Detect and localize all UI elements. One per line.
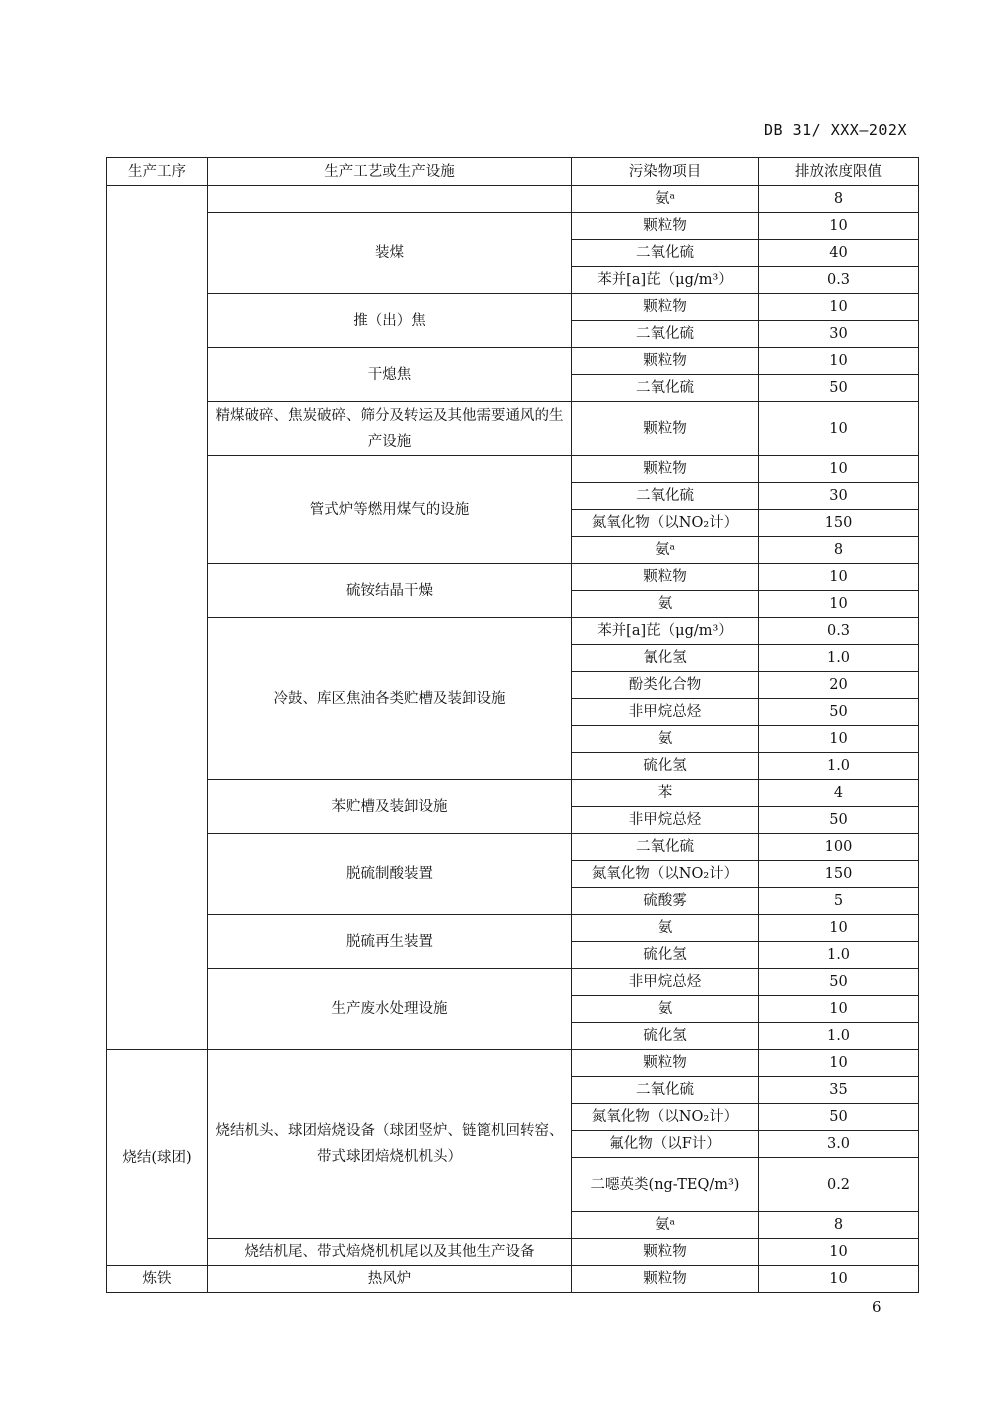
pollutant-cell: 二氧化硫 <box>572 240 759 267</box>
limit-cell: 20 <box>759 672 919 699</box>
document-code: DB 31/ XXX—202X <box>764 121 907 139</box>
limit-cell: 10 <box>759 213 919 240</box>
limit-cell: 10 <box>759 996 919 1023</box>
limit-cell: 0.3 <box>759 267 919 294</box>
table-row <box>107 834 919 861</box>
limit-cell: 50 <box>759 1104 919 1131</box>
process-cell <box>107 186 208 1050</box>
table-row <box>107 402 919 456</box>
limit-cell: 50 <box>759 375 919 402</box>
pollutant-cell: 二噁英类(ng-TEQ/m³) <box>572 1158 759 1212</box>
table-row <box>107 1050 919 1077</box>
limit-cell: 100 <box>759 834 919 861</box>
pollutant-cell: 颗粒物 <box>572 1239 759 1266</box>
column-header-process: 生产工序 <box>107 158 208 186</box>
limit-cell: 10 <box>759 726 919 753</box>
limit-cell: 10 <box>759 294 919 321</box>
facility-cell: 干熄焦 <box>208 348 572 402</box>
facility-cell: 脱硫再生装置 <box>208 915 572 969</box>
pollutant-cell: 酚类化合物 <box>572 672 759 699</box>
limit-cell: 8 <box>759 186 919 213</box>
limit-cell: 35 <box>759 1077 919 1104</box>
limit-cell: 10 <box>759 591 919 618</box>
pollutant-cell: 二氧化硫 <box>572 834 759 861</box>
limit-cell: 1.0 <box>759 753 919 780</box>
facility-cell: 苯贮槽及装卸设施 <box>208 780 572 834</box>
table-row <box>107 456 919 483</box>
table-row <box>107 915 919 942</box>
limit-cell: 10 <box>759 1266 919 1293</box>
limit-cell: 5 <box>759 888 919 915</box>
limit-cell: 8 <box>759 537 919 564</box>
limit-cell: 30 <box>759 321 919 348</box>
pollutant-cell: 氨 <box>572 726 759 753</box>
limit-cell: 0.2 <box>759 1158 919 1212</box>
pollutant-cell: 氰化氢 <box>572 645 759 672</box>
facility-cell: 管式炉等燃用煤气的设施 <box>208 456 572 564</box>
pollutant-cell: 氟化物（以F计） <box>572 1131 759 1158</box>
limit-cell: 40 <box>759 240 919 267</box>
pollutant-cell: 颗粒物 <box>572 1050 759 1077</box>
limit-cell: 3.0 <box>759 1131 919 1158</box>
limit-cell: 150 <box>759 861 919 888</box>
pollutant-cell: 氮氧化物（以NO₂计） <box>572 510 759 537</box>
limit-cell: 1.0 <box>759 942 919 969</box>
pollutant-cell: 硫酸雾 <box>572 888 759 915</box>
pollutant-cell: 非甲烷总烃 <box>572 699 759 726</box>
pollutant-cell: 颗粒物 <box>572 402 759 456</box>
limit-cell: 4 <box>759 780 919 807</box>
table-row <box>107 213 919 240</box>
limit-cell: 10 <box>759 348 919 375</box>
limit-cell: 1.0 <box>759 1023 919 1050</box>
pollutant-cell: 硫化氢 <box>572 1023 759 1050</box>
pollutant-cell: 氨ᵃ <box>572 186 759 213</box>
pollutant-cell: 苯 <box>572 780 759 807</box>
pollutant-cell: 氨ᵃ <box>572 1212 759 1239</box>
table-row <box>107 348 919 375</box>
facility-cell: 生产废水处理设施 <box>208 969 572 1050</box>
limit-cell: 1.0 <box>759 645 919 672</box>
table-row <box>107 294 919 321</box>
table-row <box>107 186 919 213</box>
facility-cell: 硫铵结晶干燥 <box>208 564 572 618</box>
limit-cell: 10 <box>759 456 919 483</box>
column-header-pollutant: 污染物项目 <box>572 158 759 186</box>
facility-cell: 精煤破碎、焦炭破碎、筛分及转运及其他需要通风的生产设施 <box>208 402 572 456</box>
column-header-facility: 生产工艺或生产设施 <box>208 158 572 186</box>
pollutant-cell: 氨 <box>572 915 759 942</box>
pollutant-cell: 二氧化硫 <box>572 483 759 510</box>
limit-cell: 50 <box>759 699 919 726</box>
limit-cell: 50 <box>759 969 919 996</box>
column-header-limit: 排放浓度限值 <box>759 158 919 186</box>
table-row <box>107 969 919 996</box>
pollutant-cell: 二氧化硫 <box>572 321 759 348</box>
limit-cell: 30 <box>759 483 919 510</box>
facility-cell: 脱硫制酸装置 <box>208 834 572 915</box>
pollutant-cell: 颗粒物 <box>572 456 759 483</box>
table-row <box>107 618 919 645</box>
pollutant-cell: 氨 <box>572 591 759 618</box>
facility-cell: 冷鼓、库区焦油各类贮槽及装卸设施 <box>208 618 572 780</box>
limit-cell: 10 <box>759 1050 919 1077</box>
pollutant-cell: 二氧化硫 <box>572 375 759 402</box>
facility-cell: 烧结机头、球团焙烧设备（球团竖炉、链篦机回转窑、带式球团焙烧机机头） <box>208 1050 572 1239</box>
limit-cell: 10 <box>759 564 919 591</box>
pollutant-cell: 二氧化硫 <box>572 1077 759 1104</box>
table-row <box>107 564 919 591</box>
pollutant-cell: 颗粒物 <box>572 564 759 591</box>
pollutant-cell: 氮氧化物（以NO₂计） <box>572 1104 759 1131</box>
table-row <box>107 1266 919 1293</box>
table-header-row <box>107 158 919 186</box>
pollutant-cell: 颗粒物 <box>572 348 759 375</box>
pollutant-cell: 非甲烷总烃 <box>572 969 759 996</box>
limit-cell: 0.3 <box>759 618 919 645</box>
limit-cell: 10 <box>759 402 919 456</box>
facility-cell: 热风炉 <box>208 1266 572 1293</box>
facility-cell: 烧结机尾、带式焙烧机机尾以及其他生产设备 <box>208 1239 572 1266</box>
pollutant-cell: 氮氧化物（以NO₂计） <box>572 861 759 888</box>
page-number: 6 <box>872 1298 882 1316</box>
process-cell: 炼铁 <box>107 1266 208 1293</box>
table-row <box>107 780 919 807</box>
table-row <box>107 1239 919 1266</box>
limit-cell: 8 <box>759 1212 919 1239</box>
pollutant-cell: 苯并[a]芘（μg/m³） <box>572 618 759 645</box>
limit-cell: 10 <box>759 915 919 942</box>
limit-cell: 150 <box>759 510 919 537</box>
facility-cell: 装煤 <box>208 213 572 294</box>
limit-cell: 10 <box>759 1239 919 1266</box>
facility-cell: 推（出）焦 <box>208 294 572 348</box>
pollutant-cell: 颗粒物 <box>572 213 759 240</box>
pollutant-cell: 颗粒物 <box>572 1266 759 1293</box>
pollutant-cell: 颗粒物 <box>572 294 759 321</box>
pollutant-cell: 非甲烷总烃 <box>572 807 759 834</box>
pollutant-cell: 硫化氢 <box>572 942 759 969</box>
pollutant-cell: 氨ᵃ <box>572 537 759 564</box>
pollutant-cell: 苯并[a]芘（μg/m³） <box>572 267 759 294</box>
facility-cell <box>208 186 572 213</box>
process-cell: 烧结(球团) <box>107 1050 208 1266</box>
limit-cell: 50 <box>759 807 919 834</box>
emission-limits-table <box>106 157 919 1293</box>
pollutant-cell: 硫化氢 <box>572 753 759 780</box>
pollutant-cell: 氨 <box>572 996 759 1023</box>
